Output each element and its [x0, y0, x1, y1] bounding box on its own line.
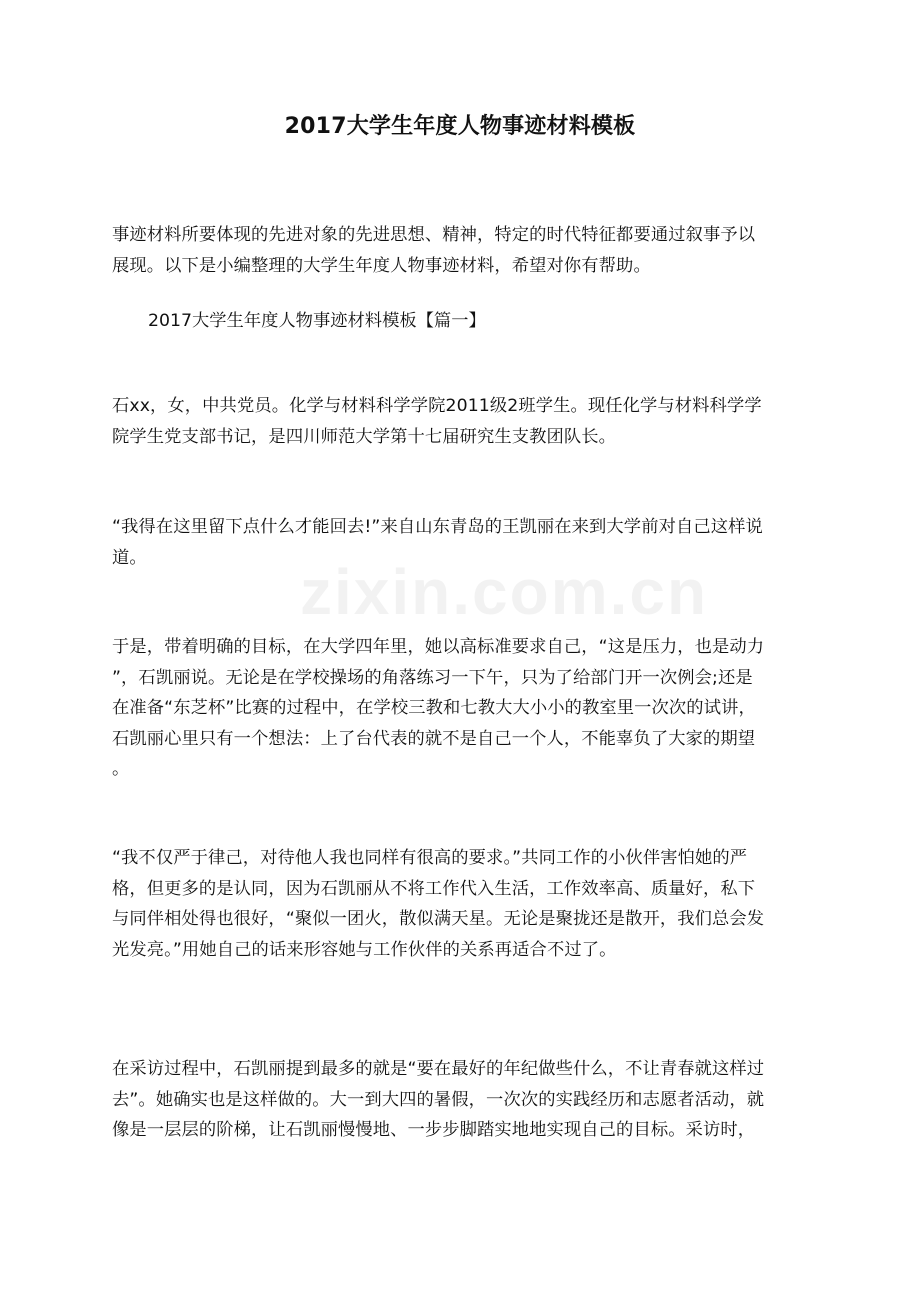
- paragraph-line: “我得在这里留下点什么才能回去!”来自山东青岛的王凯丽在来到大学前对自己这样说: [112, 517, 763, 537]
- paragraph-line: 在准备“东芝杯”比赛的过程中，在学校三教和七教大大小小的教室里一次次的试讲，: [112, 698, 756, 718]
- paragraph-4: [112, 843, 802, 965]
- document-title: 2017大学生年度人物事迹材料模板: [284, 114, 636, 139]
- paragraph-line: “我不仅严于律己，对待他人我也同样有很高的要求。”共同工作的小伙伴害怕她的严: [112, 848, 748, 868]
- paragraph-3: [112, 632, 802, 785]
- paragraph-line: 。: [112, 759, 130, 779]
- paragraph-line: 格，但更多的是认同，因为石凯丽从不将工作代入生活，工作效率高、质量好，私下: [112, 878, 756, 899]
- paragraph-2: [112, 512, 802, 573]
- paragraph-line: 在采访过程中，石凯丽提到最多的就是“要在最好的年纪做些什么，不让青春就这样过: [112, 1059, 765, 1079]
- paragraph-line: 光发亮。”用她自己的话来形容她与工作伙伴的关系再适合不过了。: [112, 939, 617, 960]
- paragraph-line: 石xx，女，中共党员。化学与材料科学学院2011级2班学生。现任化学与材料科学学: [112, 396, 762, 416]
- paragraph-line: 去”。她确实也是这样做的。大一到大四的暑假，一次次的实践经历和志愿者活动，就: [112, 1089, 765, 1110]
- paragraph-line: ”，石凯丽说。无论是在学校操场的角落练习一下午，只为了给部门开一次例会;还是: [112, 667, 753, 688]
- paragraph-line: 像是一层层的阶梯，让石凯丽慢慢地、一步步脚踏实地地实现自己的目标。采访时，: [112, 1120, 756, 1140]
- intro-paragraph: [112, 220, 802, 281]
- paragraph-line: 道。: [112, 547, 147, 568]
- paragraph-line: 与同伴相处得也很好，“聚似一团火，散似满天星。无论是聚拢还是散开，我们总会发: [112, 909, 765, 929]
- intro-line: 事迹材料所要体现的先进对象的先进思想、精神，特定的时代特征都要通过叙事予以: [112, 225, 756, 245]
- intro-line: 展现。以下是小编整理的大学生年度人物事迹材料，希望对你有帮助。: [112, 255, 651, 276]
- paragraph-line: 院学生党支部书记，是四川师范大学第十七届研究生支教团队长。: [112, 426, 617, 447]
- paragraph-1: [112, 391, 802, 452]
- paragraph-line: 石凯丽心里只有一个想法：上了台代表的就不是自己一个人，不能辜负了大家的期望: [112, 728, 756, 749]
- paragraph-line: 于是，带着明确的目标，在大学四年里，她以高标准要求自己，“这是压力，也是动力: [112, 637, 765, 657]
- section-heading: 2017大学生年度人物事迹材料模板【篇一】: [148, 311, 486, 331]
- paragraph-5: [112, 1054, 802, 1146]
- watermark: zixin.com.cn: [300, 556, 709, 628]
